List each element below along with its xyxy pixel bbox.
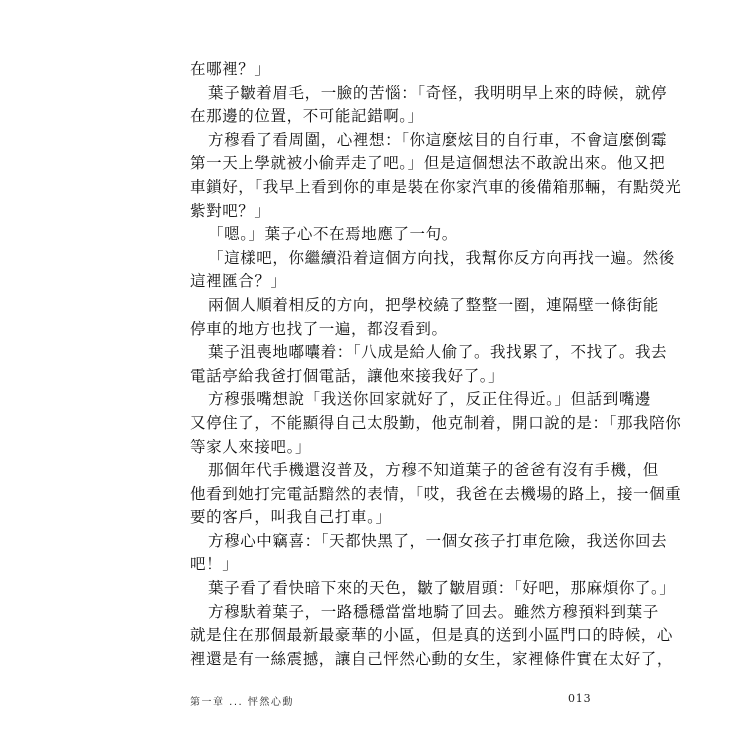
text-line: 兩個人順着相反的方向，把學校繞了整整一圈，連隔壁一條街能 — [208, 295, 659, 314]
text-line: 等家人來接吧。」 — [190, 437, 312, 456]
text-line: 他看到她打完電話黯然的表情，「哎，我爸在去機場的路上，接一個重 — [190, 484, 682, 503]
body-text — [190, 58, 682, 671]
text-line: 那個年代手機還沒普及，方穆不知道葉子的爸爸有沒有手機，但 — [208, 461, 659, 480]
text-line: 停車的地方也找了一遍，都沒看到。 — [190, 319, 448, 338]
page-number: 013 — [568, 692, 592, 705]
text-line: 在哪裡？」 — [190, 60, 271, 78]
chapter-footer-title: 第一章 ... 怦然心動 — [190, 697, 294, 708]
text-line: 在那邊的位置，不可能記錯啊。」 — [190, 107, 424, 126]
text-line: 葉子沮喪地嘟囔着：「八成是給人偷了。我找累了，不找了。我去 — [208, 343, 668, 362]
text-line: 車鎖好，「我早上看到你的車是裝在你家汽車的後備箱那輛，有點熒光 — [190, 177, 682, 196]
text-line: 葉子看了看快暗下來的天色，皺了皺眉頭：「好吧，那麻煩你了。」 — [208, 579, 676, 598]
text-line: 吧！」 — [190, 555, 239, 574]
text-line: 又停住了，不能顯得自己太殷勤，他克制着，開口說的是：「那我陪你 — [190, 413, 682, 432]
text-line: 第一天上學就被小偷弄走了吧。」但是這個想法不敢說出來。他又把 — [190, 154, 666, 173]
text-line: 「這樣吧，你繼續沿着這個方向找，我幫你反方向再找一遍。然後 — [208, 248, 675, 267]
text-line: 方穆馱着葉子，一路穩穩當當地騎了回去。雖然方穆預料到葉子 — [208, 602, 659, 621]
text-line: 裡還是有一絲震撼，讓自己怦然心動的女生，家裡條件實在太好了， — [190, 649, 674, 668]
text-line: 要的客戶，叫我自己打車。」 — [190, 508, 392, 527]
text-line: 方穆看了看周圍，心裡想：「你這麼炫目的自行車，不會這麼倒霉 — [208, 130, 668, 149]
text-line: 電話亭給我爸打個電話，讓他來接我好了。」 — [190, 366, 505, 385]
text-line: 方穆心中竊喜：「天都快黑了，一個女孩子打車危險，我送你回去 — [208, 531, 668, 550]
text-line: 這裡匯合？」 — [190, 272, 287, 291]
text-line: 「嗯。」葉子心不在焉地應了一句。 — [208, 225, 458, 244]
text-line: 紫對吧？」 — [190, 201, 271, 220]
text-line: 方穆張嘴想說「我送你回家就好了，反正住得近。」但話到嘴邊 — [208, 390, 652, 409]
text-line: 就是住在那個最新最豪華的小區，但是真的送到小區門口的時候，心 — [190, 626, 674, 645]
text-line: 葉子皺着眉毛，一臉的苦惱：「奇怪，我明明早上來的時候，就停 — [208, 83, 668, 102]
